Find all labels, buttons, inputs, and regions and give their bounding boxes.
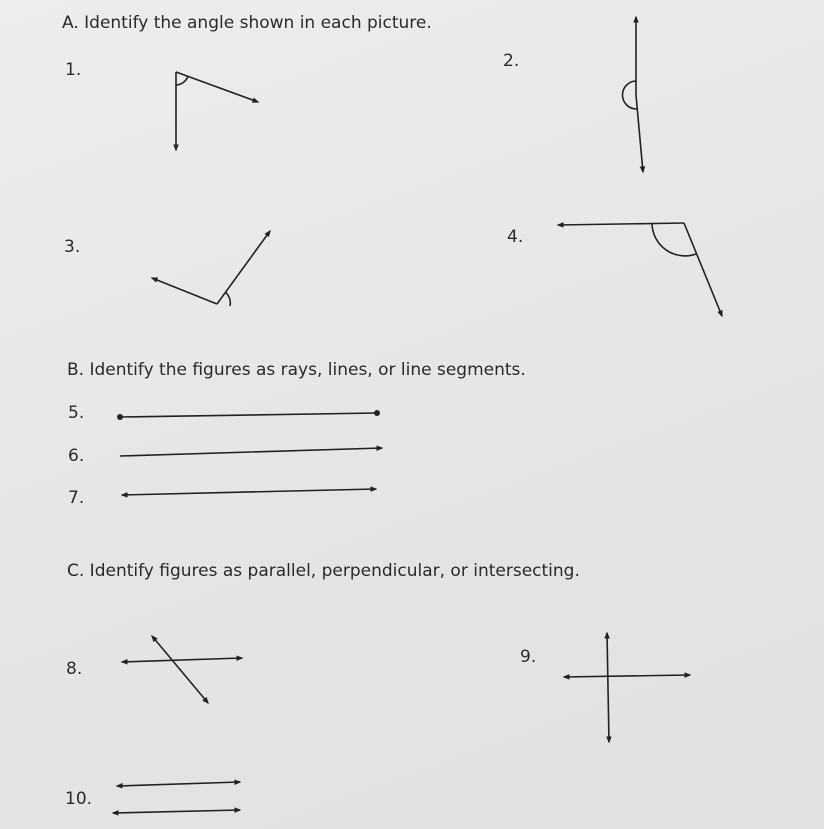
figure-5-line-segment xyxy=(117,410,380,420)
figure-3-angle xyxy=(152,231,270,306)
problem-10-number: 10. xyxy=(65,789,93,809)
figure-7-line xyxy=(122,489,376,495)
problem-7-number: 7. xyxy=(68,488,85,508)
figure-6-ray xyxy=(120,448,382,456)
section-c-heading: C. Identify figures as parallel, perpendicular, or intersecting. xyxy=(67,561,580,581)
problem-9-number: 9. xyxy=(520,647,537,667)
problem-3-number: 3. xyxy=(64,237,81,257)
problem-2-number: 2. xyxy=(503,51,520,71)
problem-5-number: 5. xyxy=(68,403,85,423)
figure-2-angle xyxy=(622,17,643,172)
figure-1-angle xyxy=(176,72,258,150)
problem-4-number: 4. xyxy=(507,227,524,247)
section-a-heading: A. Identify the angle shown in each picture. xyxy=(62,13,432,33)
problem-8-number: 8. xyxy=(66,659,83,679)
figure-8-intersecting-lines xyxy=(122,636,242,703)
figure-10-parallel-lines xyxy=(113,782,240,813)
problem-1-number: 1. xyxy=(65,60,82,80)
section-b-heading: B. Identify the figures as rays, lines, or line segments. xyxy=(67,360,526,380)
figure-9-perpendicular-lines xyxy=(564,633,690,742)
problem-6-number: 6. xyxy=(68,446,85,466)
figure-4-angle xyxy=(558,223,722,316)
